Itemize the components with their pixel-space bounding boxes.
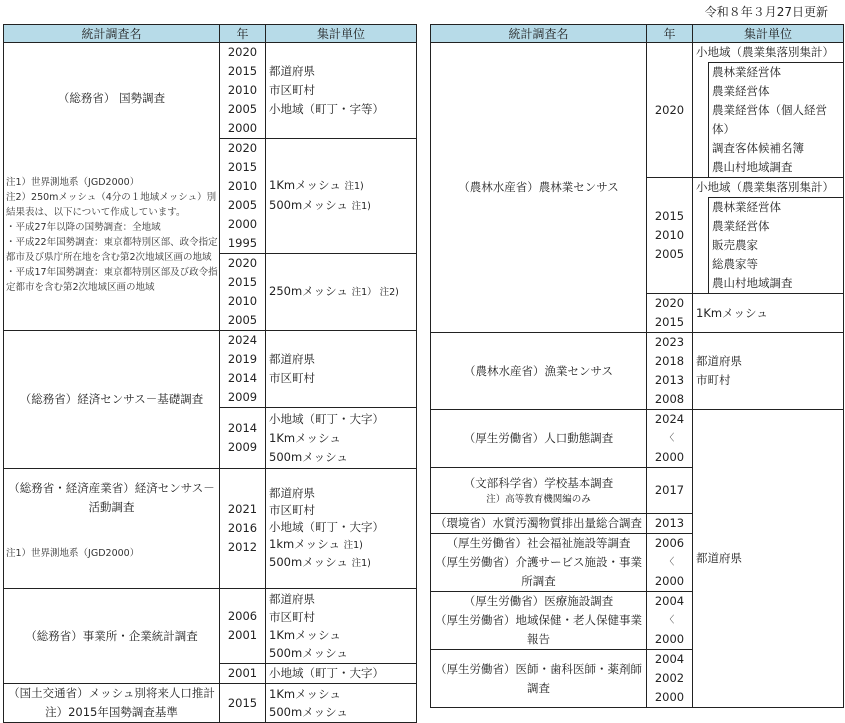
cell-text: 500mメッシュ bbox=[269, 555, 348, 569]
note-line: 注2）250mメッシュ（4分の１地域メッシュ）別結果表は、以下について作成しています。 bbox=[6, 192, 217, 218]
cell-text: 2018 bbox=[654, 354, 685, 368]
survey-name-fukushi bbox=[431, 534, 647, 592]
unit-cell-shared: 都道府県 bbox=[693, 410, 844, 708]
unit-cell: 1Kmメッシュ bbox=[693, 294, 844, 333]
cell-text: 農山村地域調査 bbox=[712, 276, 793, 290]
cell-text: 2015 bbox=[654, 209, 685, 223]
note-line: ・平成17年国勢調査：東京都特別区部及び政令指定都市を含む第2次地域区画の地域 bbox=[6, 267, 218, 293]
cell-text: 2010 bbox=[227, 83, 258, 97]
year-cell: 2001 bbox=[220, 664, 266, 684]
year-cell bbox=[647, 294, 693, 333]
cell-text: （厚生労働省）社会福祉施設等調査 bbox=[446, 536, 631, 550]
cell-text: 2006 bbox=[227, 609, 258, 623]
cell-text: 500mメッシュ bbox=[269, 198, 348, 212]
cell-text: 1995 bbox=[227, 236, 258, 250]
cell-text: 2001 bbox=[227, 628, 258, 642]
cell-text: 農業経営体（個人経営体） bbox=[712, 103, 827, 136]
cell-text: 2024 bbox=[654, 412, 685, 426]
cell-text: 2014 bbox=[227, 421, 258, 435]
cell-text: 都道府県 bbox=[269, 352, 315, 366]
cell-text: （厚生労働省）介護サービス施設・事業所調査 bbox=[435, 555, 642, 588]
year-cell bbox=[220, 408, 266, 469]
cell-text: 小地域（町丁・字等） bbox=[269, 102, 384, 116]
cell-text: 都道府県 bbox=[269, 486, 315, 500]
survey-name-ishi: （厚生労働省）医師・歯科医師・薬剤師調査 bbox=[431, 650, 647, 708]
cell-text: 農業経営体 bbox=[712, 84, 770, 98]
year-cell bbox=[220, 43, 266, 139]
unit-sublist bbox=[708, 62, 843, 177]
cell-text: 2000 bbox=[654, 690, 685, 704]
cell-text: 農業経営体 bbox=[712, 219, 770, 233]
cell-text: 市町村 bbox=[696, 373, 731, 387]
header-unit: 集計単位 bbox=[693, 25, 844, 43]
unit-cell bbox=[693, 178, 844, 294]
survey-table-right bbox=[430, 24, 844, 708]
cell-text: 2012 bbox=[227, 540, 258, 554]
survey-title: （総務省） 国勢調査 bbox=[57, 91, 166, 105]
table-row bbox=[4, 684, 417, 723]
cell-text: 2010 bbox=[227, 179, 258, 193]
header-name: 統計調査名 bbox=[4, 25, 220, 43]
year-cell bbox=[220, 589, 266, 664]
cell-text: 1Kmメッシュ bbox=[269, 628, 341, 642]
year-cell bbox=[647, 650, 693, 708]
unit-cell bbox=[693, 333, 844, 410]
year-cell: 2015 bbox=[220, 684, 266, 723]
header-unit: 集計単位 bbox=[266, 25, 417, 43]
note-line: 注1）世界測地系（JGD2000） bbox=[6, 177, 140, 188]
year-cell bbox=[220, 139, 266, 254]
cell-text: 2002 bbox=[654, 671, 685, 685]
year-cell bbox=[220, 331, 266, 408]
note-line: ・平成22年国勢調査：東京都特別区部、政令指定都市及び県庁所在地を含む第2次地域区画の地域 bbox=[6, 237, 218, 263]
header-year: 年 bbox=[220, 25, 266, 43]
cell-text: 500mメッシュ bbox=[269, 705, 348, 719]
year-cell bbox=[220, 469, 266, 589]
table-row bbox=[4, 331, 417, 408]
header-name: 統計調査名 bbox=[431, 25, 647, 43]
cell-text: 農山村地域調査 bbox=[712, 160, 793, 174]
cell-text: 2008 bbox=[654, 392, 685, 406]
cell-text: 小地域（農業集落別集計） bbox=[696, 45, 834, 59]
cell-text: 総農家等 bbox=[712, 257, 758, 271]
table-row bbox=[431, 333, 844, 410]
cell-text: 注1) bbox=[344, 181, 364, 192]
cell-text: 2016 bbox=[227, 521, 258, 535]
cell-text: 小地域（農業集落別集計） bbox=[696, 180, 834, 194]
cell-text: 都道府県 bbox=[269, 592, 315, 606]
cell-text: 2023 bbox=[654, 335, 685, 349]
cell-text: （厚生労働省）医療施設調査 bbox=[463, 594, 614, 608]
survey-name-kankyo: （環境省）水質汚濁物質排出量総合調査 bbox=[431, 514, 647, 534]
survey-name-iryo bbox=[431, 592, 647, 650]
survey-notes bbox=[4, 175, 219, 295]
cell-text: 2010 bbox=[227, 294, 258, 308]
cell-text: 都道府県 bbox=[696, 354, 742, 368]
cell-text: （厚生労働省）地域保健・老人保健事業報告 bbox=[435, 613, 642, 646]
cell-text: 小地域（町丁・大字） bbox=[269, 411, 384, 426]
cell-text: 2005 bbox=[227, 102, 258, 116]
cell-text: 2000 bbox=[227, 121, 258, 135]
year-cell bbox=[220, 254, 266, 331]
cell-text: 注1) bbox=[351, 201, 371, 212]
cell-text: 注1) bbox=[343, 540, 363, 551]
cell-text: 2020 bbox=[227, 45, 258, 59]
unit-sublist bbox=[708, 197, 843, 293]
cell-text: 注1) bbox=[351, 558, 371, 569]
updated-date: 令和８年３月27日更新 bbox=[704, 5, 828, 19]
cell-text: 2005 bbox=[227, 313, 258, 327]
cell-text: 2015 bbox=[227, 160, 258, 174]
cell-text: 2005 bbox=[227, 198, 258, 212]
year-cell bbox=[647, 534, 693, 592]
survey-name-kokusei bbox=[4, 43, 220, 331]
table-row bbox=[4, 469, 417, 589]
header-year: 年 bbox=[647, 25, 693, 43]
unit-cell bbox=[266, 589, 417, 664]
cell-text: 2000 bbox=[654, 632, 685, 646]
cell-text: 2020 bbox=[227, 141, 258, 155]
cell-text: 調査客体候補名簿 bbox=[712, 141, 804, 155]
year-cell: 2013 bbox=[647, 514, 693, 534]
survey-name-norin: （農林水産省）農林業センサス bbox=[431, 43, 647, 333]
cell-text: 2014 bbox=[227, 371, 258, 385]
unit-cell bbox=[266, 43, 417, 139]
cell-text: 〈 bbox=[664, 615, 675, 626]
cell-text: 2019 bbox=[227, 352, 258, 366]
cell-text: 注）2015年国勢調査基準 bbox=[45, 705, 178, 719]
cell-text: 2009 bbox=[227, 440, 258, 454]
table-row bbox=[431, 43, 844, 178]
unit-cell bbox=[266, 408, 417, 469]
table-header bbox=[4, 25, 417, 43]
cell-text: 2015 bbox=[654, 315, 685, 329]
cell-text: 2004 bbox=[654, 594, 685, 608]
cell-text: 2015 bbox=[227, 275, 258, 289]
unit-cell bbox=[266, 139, 417, 254]
survey-table-left bbox=[3, 24, 417, 723]
cell-text: 1Kmメッシュ bbox=[269, 430, 341, 445]
survey-name-gyogyo: （農林水産省）漁業センサス bbox=[431, 333, 647, 410]
year-cell: 2017 bbox=[647, 468, 693, 514]
cell-text: （国土交通省）メッシュ別将来人口推計 bbox=[8, 686, 215, 700]
cell-text: （文部科学省）学校基本調査 bbox=[463, 476, 614, 490]
unit-cell: 小地域（町丁・大字） bbox=[266, 664, 417, 684]
survey-name-kiso: （総務省）経済センサス－基礎調査 bbox=[4, 331, 220, 469]
unit-cell bbox=[266, 331, 417, 408]
cell-text: 農林業経営体 bbox=[712, 200, 781, 214]
survey-name-katsudo bbox=[4, 469, 220, 589]
cell-text: 都道府県 bbox=[269, 64, 315, 78]
cell-text: 〈 bbox=[664, 557, 675, 568]
cell-text: 2006 bbox=[654, 536, 685, 550]
cell-text: 2020 bbox=[654, 296, 685, 310]
cell-text: 2000 bbox=[227, 217, 258, 231]
cell-text: 市区町村 bbox=[269, 83, 315, 97]
cell-text: 注1） 注2) bbox=[351, 287, 399, 298]
survey-name-jigyosho: （総務省）事業所・企業統計調査 bbox=[4, 589, 220, 684]
cell-text: 500mメッシュ bbox=[269, 449, 348, 464]
cell-text: 1kmメッシュ bbox=[269, 537, 340, 551]
cell-text: 1Kmメッシュ bbox=[269, 178, 341, 192]
cell-text: 農林業経営体 bbox=[712, 65, 781, 79]
cell-text: 2005 bbox=[654, 247, 685, 261]
unit-cell bbox=[266, 254, 417, 331]
cell-text: 2024 bbox=[227, 333, 258, 347]
year-cell bbox=[647, 178, 693, 294]
cell-text: 2000 bbox=[654, 574, 685, 588]
cell-text: 2020 bbox=[227, 256, 258, 270]
survey-name-jinko: （厚生労働省）人口動態調査 bbox=[431, 410, 647, 468]
cell-text: 500mメッシュ bbox=[269, 646, 348, 660]
survey-name-kokudo bbox=[4, 684, 220, 723]
cell-text: 2004 bbox=[654, 652, 685, 666]
cell-text: 2010 bbox=[654, 228, 685, 242]
year-cell bbox=[647, 592, 693, 650]
unit-cell bbox=[266, 469, 417, 589]
table-header bbox=[431, 25, 844, 43]
cell-text: 2000 bbox=[654, 450, 685, 464]
cell-text: 小地域（町丁・大字） bbox=[269, 520, 384, 534]
unit-cell bbox=[693, 43, 844, 178]
year-cell bbox=[647, 410, 693, 468]
year-cell bbox=[647, 333, 693, 410]
cell-text: 市区町村 bbox=[269, 610, 315, 624]
cell-text: 2009 bbox=[227, 390, 258, 404]
cell-text: 1Kmメッシュ bbox=[269, 687, 341, 701]
cell-text: 市区町村 bbox=[269, 371, 315, 385]
cell-text: 2013 bbox=[654, 373, 685, 387]
survey-title: （総務省・経済産業省）経済センサス－活動調査 bbox=[8, 481, 215, 514]
cell-text: 250mメッシュ bbox=[269, 284, 348, 298]
table-row bbox=[4, 589, 417, 664]
table-row bbox=[4, 43, 417, 139]
survey-name-gakko bbox=[431, 468, 647, 514]
cell-text: 販売農家 bbox=[712, 238, 758, 252]
cell-text: 市区町村 bbox=[269, 503, 315, 517]
table-row bbox=[431, 410, 844, 468]
cell-text: 〈 bbox=[664, 433, 675, 444]
survey-note: 注1）世界測地系（JGD2000） bbox=[6, 548, 140, 559]
cell-text: 2021 bbox=[227, 502, 258, 516]
cell-text: 2015 bbox=[227, 64, 258, 78]
note-line: ・平成27年以降の国勢調査：全地域 bbox=[6, 222, 161, 233]
cell-text: 注）高等教育機関編のみ bbox=[486, 494, 591, 505]
year-cell: 2020 bbox=[647, 43, 693, 178]
unit-cell bbox=[266, 684, 417, 723]
